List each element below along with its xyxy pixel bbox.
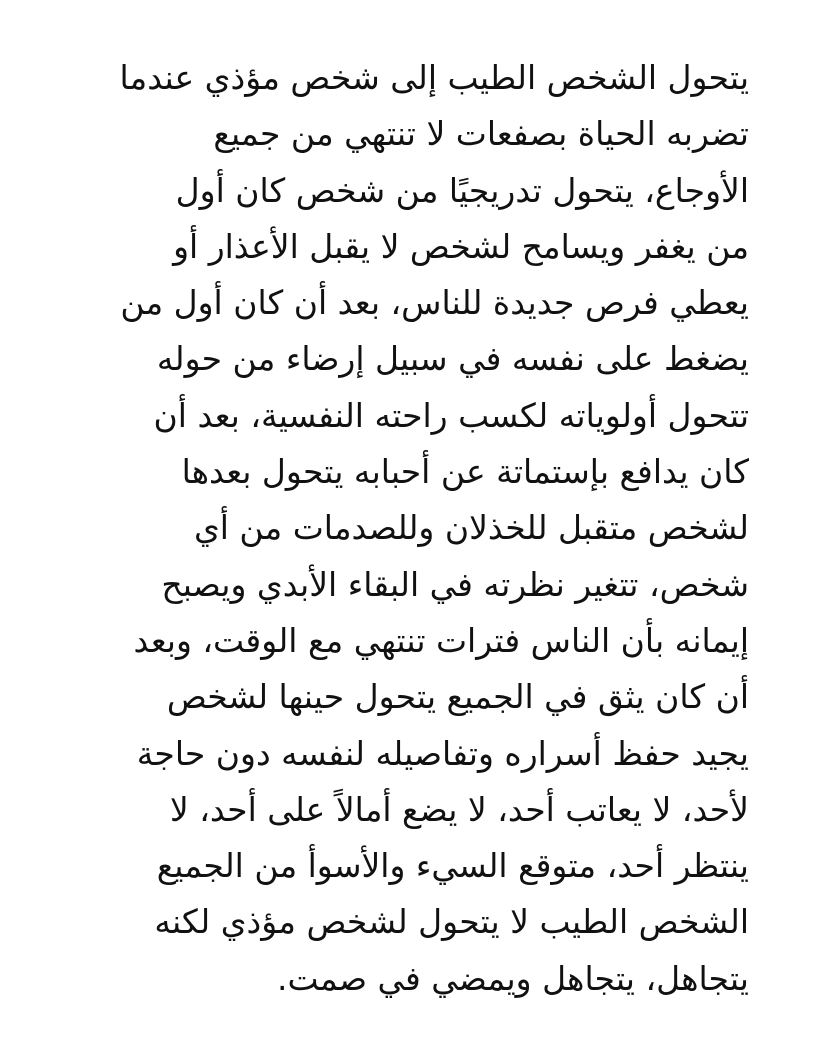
text-line: تتحول أولوياته لكسب راحته النفسية، بعد أن	[153, 395, 749, 435]
text-line: أن كان يثق في الجميع يتحول حينها لشخص	[166, 677, 749, 717]
text-line: لشخص متقبل للخذلان وللصدمات من أي	[193, 508, 749, 548]
arabic-text-paragraph	[69, 50, 749, 1007]
text-line: يتجاهل، يتجاهل ويمضي في صمت.	[277, 958, 749, 998]
text-line: من يغفر ويسامح لشخص لا يقبل الأعذار أو	[173, 226, 749, 266]
text-line: كان يدافع بإستماتة عن أحبابه يتحول بعدها	[181, 452, 749, 492]
text-line: الشخص الطيب لا يتحول لشخص مؤذي لكنه	[154, 902, 749, 942]
text-line: إيمانه بأن الناس فترات تنتهي مع الوقت، وبعد	[133, 620, 749, 660]
text-line: يعطي فرص جديدة للناس، بعد أن كان أول من	[120, 283, 749, 323]
text-line: شخص، تتغير نظرته في البقاء الأبدي ويصبح	[161, 564, 749, 604]
text-line: ينتظر أحد، متوقع السيء والأسوأ من الجميع	[156, 846, 749, 886]
text-line: يضغط على نفسه في سبيل إرضاء من حوله	[156, 339, 749, 379]
text-line: الأوجاع، يتحول تدريجيًا من شخص كان أول	[175, 170, 749, 210]
text-line: يجيد حفظ أسراره وتفاصيله لنفسه دون حاجة	[136, 733, 749, 773]
text-line: تضربه الحياة بصفعات لا تنتهي من جميع	[213, 114, 749, 154]
text-line: لأحد، لا يعاتب أحد، لا يضع أمالاً على أحد، لا	[169, 789, 749, 829]
text-line: يتحول الشخص الطيب إلى شخص مؤذي عندما	[119, 58, 749, 97]
